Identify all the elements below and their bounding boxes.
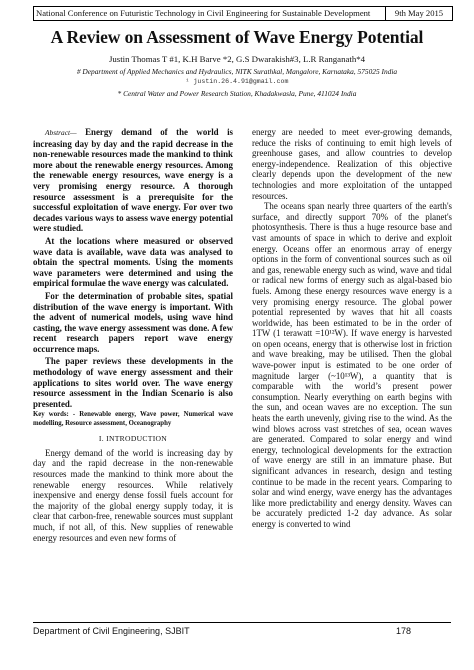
abstract — [33, 127, 233, 409]
abstract-paragraph-1: Energy demand of the world is increasing day by day and the rapid decrease in the non-renewable resources made the mankind to think more about the renewable energy resources. Among the renewable energy resources, wave energy is a very promising energy resource. A thorough resource assessment is a prerequisite for the successful exploitation of wave energy. For over two decades various ways to assess wave energy potential were studied. — [33, 127, 233, 234]
section-heading-introduction: I. INTRODUCTION — [98, 434, 168, 444]
abstract-paragraph-2: At the locations where measured or observed wave data is available, wave data was analysed to obtain the spectral moments. Using the moments wave parameters were determined and using the empirical formulae the wave energy was calculated. — [33, 235, 233, 289]
right-column — [252, 127, 452, 530]
conference-date: 9th May 2015 — [394, 8, 444, 18]
left-column — [33, 127, 233, 543]
body-paragraph-oceans: The oceans span nearly three quarters of the earth's surface, and directly support 70% of the planet's photosynthesis. There is thus a huge resource base and vast amounts of space in which to derive and exploit energy. Oceans offer an enormous array of energy options in the form of conventional sources such as oil and gas, renewable energy such as wind, wave and tidal or radical new forms of energy such as algal-based bio fuels. Among these energy resources wave energy is a very promising energy resource. The global power potential represented by waves that hit all coasts worldwide, has been estimated to be in the order of 1TW (1 terawatt =10¹²W). If wave energy is harvested on open oceans, energy that is otherwise lost in friction and wave breaking, may be utilised. Then the global wave-power input is estimated to be one order of magnitude larger (~10¹³W), a quantity that is comparable with the world’s present power consumption. Nearly everything on earth begins with the sun, and ocean waves are no exception. The sun heats the earth unevenly, giving rise to the wind. As the wind blows across vast stretches of sea, ocean waves are generated. Compared to solar energy and wind energy, technological developments for the extraction of wave energy are still in an immature phase. But significant advances in research, design and testing continue to be made in the recent years. Comparing to solar and wind energy, wave energy has the advantages like more predictability and energy density. Waves can be accurately predicted 1-2 day advance. As solar energy is converted to wind — [252, 201, 452, 529]
paper-title: A Review on Assessment of Wave Energy Potential — [50, 27, 424, 47]
body-paragraph-continued: energy are needed to meet ever-growing demands, reduce the risks of continuing to emit high levels of greenhouse gases, and allow countries to develop energy-independence. Realization of this objective clearly depends upon the development of the new technologies and more exploitation of the untapped resources. — [252, 127, 452, 201]
author-list: Justin Thomas T #1, K.H Barve *2, G.S Dwarakish#3, L.R Ranganath*4 — [108, 54, 366, 64]
running-header — [33, 6, 453, 21]
keywords: Key words: - Renewable energy, Wave power, Numerical wave modelling, Resource assessment, Oceanography — [33, 411, 233, 427]
conference-name: National Conference on Futuristic Technology in Civil Engineering for Sustainable Development — [34, 7, 386, 20]
footer-department: Department of Civil Engineering, SJBIT — [33, 626, 190, 636]
affiliation-1: # Department of Applied Mechanics and Hydraulics, NITK Surathkal, Mangalore, Karnataka, 575025 India — [76, 67, 398, 76]
affiliation-2: * Central Water and Power Research Station, Khadakwasla, Pune, 411024 India — [117, 89, 357, 98]
intro-paragraph-1: Energy demand of the world is increasing day by day and the rapid decrease in the non-renewable resources made the mankind to think more about the renewable energy resources. While relatively inexpensive and energy dense fossil fuels account for the majority of the global energy supply today, it is clear that carbon-free, renewable sources must supplant much, if not all, of this. New supplies of renewable energy resources and even new forms of — [33, 447, 233, 543]
abstract-lead: Abstract— — [45, 128, 77, 137]
page-footer — [33, 622, 451, 636]
page-number: 178 — [395, 626, 411, 636]
author-email: ¹ justin.26.4.91@gmail.com — [185, 78, 289, 85]
abstract-paragraph-4: The paper reviews these developments in the methodology of wave energy assessment and their applications to sites world over. The wave energy resource assessment in the Indian Scenario is also presented. — [33, 356, 233, 409]
abstract-paragraph-3: For the determination of probable sites, spatial distribution of the wave energy is important. With the advent of numerical models, using wave hind casting, the wave energy assessment was done. A few recent research papers report wave energy occurrence maps. — [33, 290, 233, 354]
